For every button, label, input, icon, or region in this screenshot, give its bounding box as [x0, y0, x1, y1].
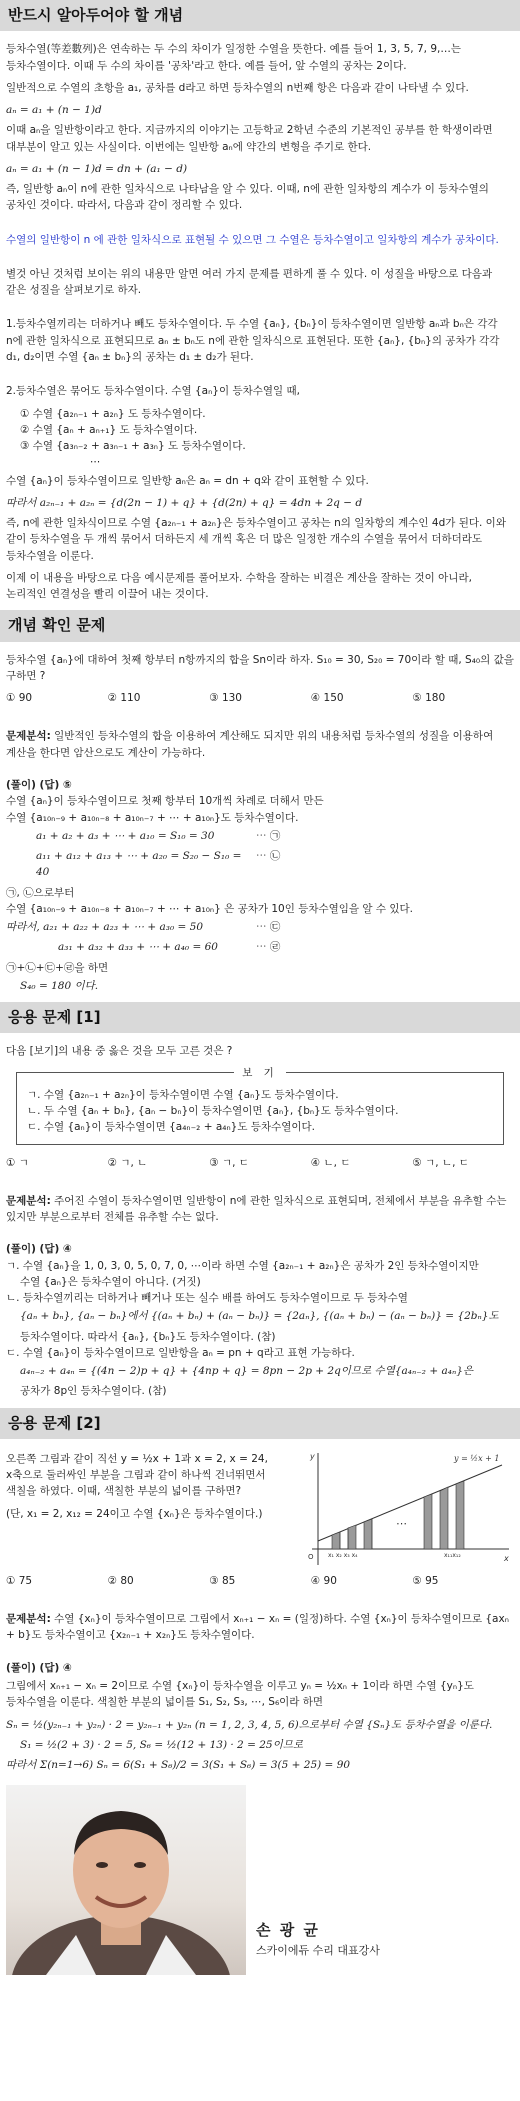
solution-line: 수열 {aₙ}이 등차수열이므로 첫째 항부터 10개씩 차례로 더해서 만든 [6, 795, 324, 808]
solution-line: ㉠, ㉡으로부터 [6, 886, 75, 899]
portrait-illustration [6, 1785, 246, 1975]
formula: 따라서 a₂ₙ₋₁ + a₂ₙ = {d(2n − 1) + q} + {d(2n) + q} = 4dn + 2q − d [6, 496, 363, 509]
section-title-concept: 반드시 알아두어야 할 개념 [0, 0, 520, 31]
solution-formula: a₃₁ + a₃₂ + a₃₃ + ⋯ + a₄₀ = 60 ⋯ ㉣ [58, 941, 281, 954]
solution-label: (풀이) (답) ④ [6, 1661, 72, 1674]
analysis-text: 일반적인 등차수열의 합을 이용하여 계산해도 되지만 위의 내용처럼 등차수열의 성질을 이용하여 계산을 한다면 암산으로도 계산이 가능하다. [6, 730, 494, 759]
ellipsis: ⋯ [90, 456, 101, 469]
section-title-applied-1: 응용 문제 [1] [0, 1002, 520, 1033]
line-graph [318, 1465, 502, 1541]
example-item: ㄷ. 수열 {aₙ}이 등차수열이면 {a₄ₙ₋₂ + a₄ₙ}도 등차수열이다. [27, 1121, 316, 1134]
property-item: ② 수열 {aₙ + aₙ₊₁} 도 등차수열이다. [20, 423, 198, 436]
paragraph: 2.등차수열은 묶어도 등차수열이다. 수열 {aₙ}이 등차수열일 때, [6, 385, 300, 398]
property-item: ③ 수열 {a₃ₙ₋₂ + a₃ₙ₋₁ + a₃ₙ} 도 등차수열이다. [20, 440, 246, 453]
paragraph: 등차수열(等差數列)은 연속하는 두 수의 차이가 일정한 수열을 뜻한다. 예를 들어 1, 3, 5, 7, 9,…는 등차수열이다. 이때 두 수의 차이를 '공차'라고 한다. 예를 들어, 앞 수열의 공차는 2이다. [6, 43, 461, 72]
solution-formula: 따라서, a₂₁ + a₂₂ + a₂₃ + ⋯ + a₃₀ = 50 ⋯ ㉢ [6, 921, 281, 934]
choice: ② 110 [107, 692, 141, 705]
choice: ③ ㄱ, ㄷ [209, 1156, 249, 1169]
paragraph: 즉, n에 관한 일차식이므로 수열 {a₂ₙ₋₁ + a₂ₙ}은 등차수열이고 공차는 n의 일차항의 계수인 4d가 된다. 이와 같이 등차수열을 두 개씩 묶어서 더하든지 세 개씩 혹은 더 많은 일정한 개수의 수열을 묶어서 더하더라도 등차수열을 이룬다. [6, 517, 506, 562]
author-name: 손 광 균 [256, 1921, 320, 1940]
figure-ellipsis: ⋯ [396, 1516, 407, 1530]
author-photo [6, 1785, 246, 1975]
area-figure [304, 1449, 514, 1569]
paragraph: 수열 {aₙ}이 등차수열이므로 일반항 aₙ은 aₙ = dn + q와 같이 표현할 수 있다. [6, 474, 369, 487]
question: 오른쪽 그림과 같이 직선 y = ½x + 1과 x = 2, x = 24, x축으로 둘러싸인 부분을 그림과 같이 하나씩 건너뛰면서 색칠을 하였다. 이때, 색칠한 부분의 넓이를 구하면? [6, 1452, 268, 1498]
paragraph: 1.등차수열끼리는 더하거나 빼도 등차수열이다. 두 수열 {aₙ}, {bₙ}이 등차수열이면 일반항 aₙ과 bₙ은 각각 n에 관한 일차식으로 표현되므로 aₙ ± bₙ도 n에 관한 일차식으로 표현된다. 또한 {aₙ}, {bₙ}의 공차가 각각 d₁, d₂이면 수열 {aₙ ± bₙ}의 공차는 d₁ ± d₂가 된다. [6, 318, 500, 363]
question: 등차수열 {aₙ}에 대하여 첫째 항부터 n항까지의 합을 Sn이라 하자. S₁₀ = 30, S₂₀ = 70이라 할 때, S₄₀의 값을 구하면 ? [6, 653, 514, 682]
origin-label: O [308, 1552, 314, 1561]
shaded-strips [332, 1481, 464, 1549]
formula: aₙ = a₁ + (n − 1)d [6, 104, 102, 117]
analysis-label: 문제분석: [6, 1613, 51, 1626]
formula: aₙ = a₁ + (n − 1)d = dn + (a₁ − d) [6, 162, 188, 175]
section-title-check: 개념 확인 문제 [0, 610, 520, 641]
analysis [6, 1611, 514, 1644]
x-axis-label: x [504, 1553, 509, 1563]
answer-choices [6, 690, 514, 706]
paragraph: 이제 이 내용을 바탕으로 다음 예시문제를 풀어보자. 수학을 잘하는 비결은 계산을 잘하는 것이 아니라, 논리적인 연결성을 빨리 이끌어 내는 것이다. [6, 571, 472, 601]
choice: ④ 150 [310, 692, 344, 705]
tick-labels-right: x₁₁x₁₂ [444, 1551, 461, 1559]
question-note: (단, x₁ = 2, x₁₂ = 24이고 수열 {xₙ}은 등차수열이다.) [6, 1507, 263, 1520]
author-title: 스카이에듀 수리 대표강사 [256, 1944, 380, 1958]
solution-formula: S₁ = ½(2 + 3) · 2 = 5, S₆ = ½(12 + 13) · 2 = 25이므로 [20, 1738, 303, 1751]
solution-formula: a₁₁ + a₁₂ + a₁₃ + ⋯ + a₂₀ = S₂₀ − S₁₀ = 40 ⋯ ㉡ [36, 850, 281, 879]
example-item: ㄴ. 두 수열 {aₙ + bₙ}, {aₙ − bₙ}이 등차수열이면 {aₙ}, {bₙ}도 등차수열이다. [27, 1104, 399, 1117]
solution-label: (풀이) (답) ④ [6, 1243, 72, 1256]
choice: ② 80 [107, 1574, 134, 1587]
choice: ④ ㄴ, ㄷ [310, 1156, 351, 1169]
solution-line: 공차가 8p인 등차수열이다. (참) [20, 1385, 167, 1398]
question-with-figure [6, 1449, 514, 1569]
solution-formula: S₄₀ = 180 이다. [20, 979, 99, 992]
tick-labels-left: x₁ x₂ x₃ x₄ [328, 1551, 358, 1559]
choice: ① 90 [6, 692, 33, 705]
solution-line: 그림에서 xₙ₊₁ − xₙ = 2이므로 수열 {xₙ}이 등차수열을 이루고 yₙ = ½xₙ + 1이라 하면 수열 {yₙ}도 등차수열을 이룬다. 색칠한 부분의 넓이를 S₁, S₂, S₃, ⋯, S₆이라 하면 [6, 1680, 474, 1709]
choice: ① ㄱ [6, 1156, 29, 1169]
solution-line: 수열 {a₁₀ₙ₋₉ + a₁₀ₙ₋₈ + a₁₀ₙ₋₇ + ⋯ + a₁₀ₙ} 은 공차가 10인 등차수열임을 알 수 있다. [6, 902, 413, 915]
property-item: ① 수열 {a₂ₙ₋₁ + a₂ₙ} 도 등차수열이다. [20, 407, 206, 420]
choice: ④ 90 [310, 1574, 337, 1587]
author-block [6, 1785, 514, 1975]
solution-line: 수열 {a₁₀ₙ₋₉ + a₁₀ₙ₋₈ + a₁₀ₙ₋₇ + ⋯ + a₁₀ₙ}도 등차수열이다. [6, 811, 299, 824]
solution-formula: 따라서 Σ(n=1→6) Sₙ = 6(S₁ + S₆)/2 = 3(S₁ + S₆) = 3(5 + 25) = 90 [6, 1759, 351, 1772]
author-info [246, 1919, 380, 1975]
solution-formula: a₁ + a₂ + a₃ + ⋯ + a₁₀ = S₁₀ = 30 ⋯ ㉠ [36, 829, 281, 842]
solution-formula: {aₙ + bₙ}, {aₙ − bₙ}에서 {(aₙ + bₙ) + (aₙ − bₙ)} = {2aₙ}, {(aₙ + bₙ) − (aₙ − bₙ)} = {2bₙ}도 [20, 1310, 499, 1323]
property-list [6, 406, 514, 471]
answer-choices [6, 1573, 514, 1589]
y-axis-label: y [310, 1451, 315, 1461]
solution-formula: a₄ₙ₋₂ + a₄ₙ = {(4n − 2)p + q} + {4np + q} = 8pn − 2p + 2q이므로 수열{a₄ₙ₋₂ + a₄ₙ}은 [20, 1365, 474, 1378]
solution-line: ㄷ. 수열 {aₙ}이 등차수열이므로 일반항을 aₙ = pn + q라고 표현 가능하다. [6, 1346, 355, 1359]
solution-line: ㄴ. 등차수열끼리는 더하거나 빼거나 또는 실수 배를 하여도 등차수열이므로 두 등차수열 [6, 1292, 408, 1305]
key-statement: 수열의 일반항이 n 에 관한 일차식으로 표현될 수 있으면 그 수열은 등차수열이고 일차항의 계수가 공차이다. [6, 233, 499, 246]
solution-line: 등차수열이다. 따라서 {aₙ}, {bₙ}도 등차수열이다. (참) [20, 1330, 276, 1343]
choice: ③ 85 [209, 1574, 236, 1587]
paragraph: 이때 aₙ을 일반항이라고 한다. 지금까지의 이야기는 고등학교 2학년 수준의 기본적인 공부를 한 학생이라면 대부분이 알고 있는 사실이다. 이번에는 일반항 aₙ에 약간의 변형을 주기로 한다. [6, 124, 493, 153]
solution-formula: Sₙ = ½(y₂ₙ₋₁ + y₂ₙ) · 2 = y₂ₙ₋₁ + y₂ₙ (n = 1, 2, 3, 4, 5, 6)으로부터 수열 {Sₙ}도 등차수열을 이룬다. [6, 1718, 493, 1731]
analysis [6, 728, 514, 761]
example-item: ㄱ. 수열 {a₂ₙ₋₁ + a₂ₙ}이 등차수열이면 수열 {aₙ}도 등차수열이다. [27, 1088, 339, 1101]
analysis-label: 문제분석: [6, 1194, 51, 1207]
analysis-text: 주어진 수열이 등차수열이면 일반항이 n에 관한 일차식으로 표현되며, 전체에서 부분을 유추할 수는 있지만 부분으로부터 전체를 유추할 수는 없다. [6, 1194, 507, 1224]
question: 다음 [보기]의 내용 중 옳은 것을 모두 고른 것은 ? [6, 1045, 233, 1058]
analysis-label: 문제분석: [6, 730, 51, 743]
paragraph: 즉, 일반항 aₙ이 n에 관한 일차식으로 나타남을 알 수 있다. 이때, n에 관한 일차항의 계수가 이 등차수열의 공차인 것이다. 따라서, 다음과 같이 정리할 수 있다. [6, 183, 489, 212]
example-box-label: 보 기 [234, 1067, 286, 1079]
solution-label: (풀이) (답) ⑤ [6, 779, 72, 791]
choice: ⑤ 95 [412, 1574, 439, 1587]
analysis-text: 수열 {xₙ}이 등차수열이므로 그림에서 xₙ₊₁ − xₙ = (일정)하다. 수열 {xₙ}이 등차수열이므로 {axₙ + b}도 등차수열이고 {x₂ₙ₋₁ + x₂ₙ}도 등차수열이다. [6, 1613, 509, 1642]
choice: ③ 130 [209, 692, 242, 705]
section-title-applied-2: 응용 문제 [2] [0, 1408, 520, 1439]
answer-choices [6, 1155, 514, 1171]
paragraph: 별것 아닌 것처럼 보이는 위의 내용만 알면 여러 가지 문제를 편하게 풀 수 있다. 이 성질을 바탕으로 다음과 같은 성질을 살펴보기로 하자. [6, 267, 493, 297]
analysis [6, 1193, 514, 1226]
solution-line: ㄱ. 수열 {aₙ}을 1, 0, 3, 0, 5, 0, 7, 0, ⋯이라 하면 수열 {a₂ₙ₋₁ + a₂ₙ}은 공차가 2인 등차수열이지만 [6, 1259, 479, 1272]
choice: ① 75 [6, 1574, 33, 1587]
choice: ⑤ 180 [412, 692, 446, 705]
line-label: y = ½x + 1 [454, 1453, 500, 1463]
solution-line: 수열 {aₙ}은 등차수열이 아니다. (거짓) [20, 1275, 201, 1288]
example-box [16, 1066, 504, 1145]
paragraph: 일반적으로 수열의 초항을 a₁, 공차를 d라고 하면 등차수열의 n번째 항은 다음과 같이 나타낼 수 있다. [6, 81, 469, 94]
choice: ② ㄱ, ㄴ [107, 1156, 148, 1169]
choice: ⑤ ㄱ, ㄴ, ㄷ [412, 1156, 469, 1169]
solution-line: ㉠+㉡+㉢+㉣을 하면 [6, 961, 109, 974]
